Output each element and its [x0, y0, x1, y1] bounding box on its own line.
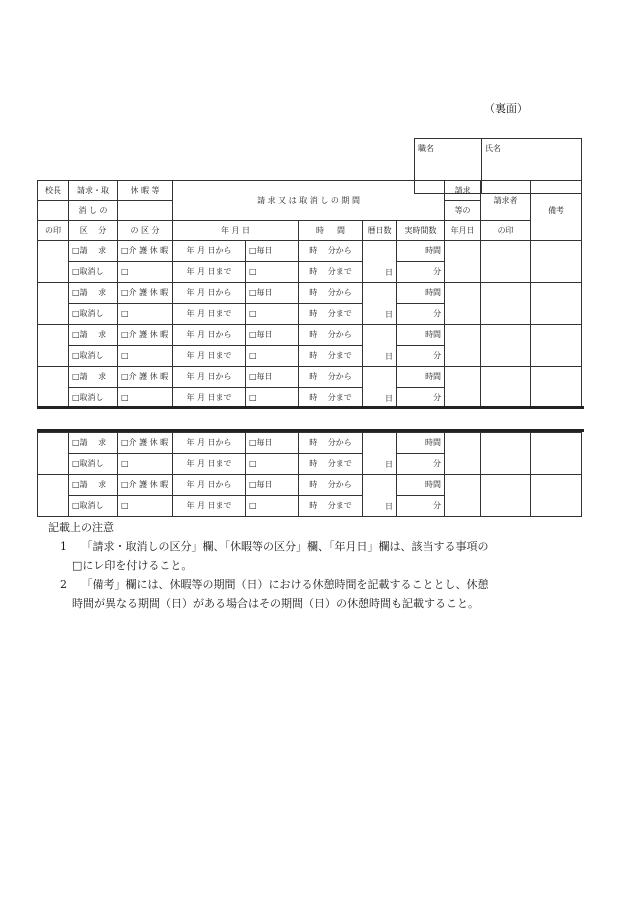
notes-title: 記載上の注意 — [48, 521, 114, 534]
from-time[interactable]: 時 分から — [299, 283, 363, 304]
from-date[interactable]: 年 月 日から — [173, 475, 246, 496]
to-date[interactable]: 年 月 日まで — [173, 496, 246, 517]
req-type-header-1: 請求・取 — [69, 181, 118, 201]
note-1-number: 1 — [60, 540, 67, 553]
actual-minutes[interactable]: 分 — [397, 304, 445, 325]
other-leave-checkbox[interactable]: □ — [118, 262, 173, 283]
other-leave-checkbox[interactable]: □ — [118, 496, 173, 517]
remarks-cell[interactable] — [531, 433, 582, 475]
date-checkbox[interactable]: □ — [246, 388, 299, 409]
reqdate-header-3: 年月日 — [445, 221, 481, 241]
from-date[interactable]: 年 月 日から — [173, 325, 246, 346]
leave-type-header-1: 休 暇 等 — [118, 181, 173, 201]
every-day-checkbox[interactable]: □毎日 — [246, 241, 299, 262]
actual-minutes[interactable]: 分 — [397, 346, 445, 367]
request-checkbox[interactable]: □請 求 — [69, 433, 118, 454]
request-checkbox[interactable]: □請 求 — [69, 283, 118, 304]
other-leave-checkbox[interactable]: □ — [118, 454, 173, 475]
care-leave-checkbox[interactable]: □介 護 休 暇 — [118, 325, 173, 346]
cancel-checkbox[interactable]: □取消し — [69, 262, 118, 283]
principal-seal-cell[interactable] — [38, 325, 69, 367]
date-checkbox[interactable]: □ — [246, 454, 299, 475]
actual-hours[interactable]: 時間 — [397, 367, 445, 388]
actual-hours-header: 実時間数 — [397, 221, 445, 241]
to-time[interactable]: 時 分まで — [299, 346, 363, 367]
entry-top-row — [38, 433, 582, 454]
to-time[interactable]: 時 分まで — [299, 454, 363, 475]
from-time[interactable]: 時 分から — [299, 433, 363, 454]
actual-minutes[interactable]: 分 — [397, 262, 445, 283]
request-date-cell[interactable] — [445, 325, 481, 367]
actual-hours[interactable]: 時間 — [397, 325, 445, 346]
actual-hours[interactable]: 時間 — [397, 283, 445, 304]
request-date-cell[interactable] — [445, 475, 481, 517]
reqdate-header-1: 請求 — [445, 181, 481, 201]
to-date[interactable]: 年 月 日まで — [173, 262, 246, 283]
every-day-checkbox[interactable]: □毎日 — [246, 367, 299, 388]
from-time[interactable]: 時 分から — [299, 475, 363, 496]
care-leave-checkbox[interactable]: □介 護 休 暇 — [118, 241, 173, 262]
leave-request-table-continued — [37, 432, 582, 517]
from-date[interactable]: 年 月 日から — [173, 241, 246, 262]
request-date-cell[interactable] — [445, 283, 481, 325]
post-field[interactable]: 職名 — [415, 139, 482, 194]
actual-minutes[interactable]: 分 — [397, 496, 445, 517]
every-day-checkbox[interactable]: □毎日 — [246, 475, 299, 496]
remarks-cell[interactable] — [531, 241, 582, 283]
notes-section — [48, 518, 489, 613]
actual-minutes[interactable]: 分 — [397, 388, 445, 409]
cancel-checkbox[interactable]: □取消し — [69, 304, 118, 325]
remarks-header: 備考 — [531, 181, 582, 241]
principal-seal-cell[interactable] — [38, 433, 69, 475]
entry-top-row — [38, 367, 582, 388]
requester-seal-cell[interactable] — [481, 241, 531, 283]
from-time[interactable]: 時 分から — [299, 367, 363, 388]
other-leave-checkbox[interactable]: □ — [118, 304, 173, 325]
other-leave-checkbox[interactable]: □ — [118, 388, 173, 409]
request-date-cell[interactable] — [445, 241, 481, 283]
cancel-checkbox[interactable]: □取消し — [69, 388, 118, 409]
request-checkbox[interactable]: □請 求 — [69, 475, 118, 496]
req-type-header-2: 消 し の — [69, 201, 118, 221]
calendar-days[interactable]: 日 — [363, 475, 397, 517]
request-date-cell[interactable] — [445, 433, 481, 475]
every-day-checkbox[interactable]: □毎日 — [246, 283, 299, 304]
reverse-side-label: （裏面） — [484, 102, 528, 115]
from-time[interactable]: 時 分から — [299, 325, 363, 346]
leave-request-table — [37, 180, 582, 409]
entry-top-row — [38, 475, 582, 496]
requester-seal-cell[interactable] — [481, 433, 531, 475]
from-date[interactable]: 年 月 日から — [173, 433, 246, 454]
to-date[interactable]: 年 月 日まで — [173, 346, 246, 367]
cancel-checkbox[interactable]: □取消し — [69, 346, 118, 367]
to-time[interactable]: 時 分まで — [299, 388, 363, 409]
period-header: 請 求 又 は 取 消 し の 期 間 — [173, 181, 445, 221]
entry-top-row — [38, 283, 582, 304]
care-leave-checkbox[interactable]: □介 護 休 暇 — [118, 367, 173, 388]
principal-seal-cell[interactable] — [38, 283, 69, 325]
date-checkbox[interactable]: □ — [246, 496, 299, 517]
care-leave-checkbox[interactable]: □介 護 休 暇 — [118, 283, 173, 304]
principal-seal-cell[interactable] — [38, 367, 69, 409]
entry-top-row — [38, 241, 582, 262]
note-2-line-2: 時間が異なる期間（日）がある場合はその期間（日）の休憩時間も記載すること。 — [72, 597, 479, 610]
to-time[interactable]: 時 分まで — [299, 496, 363, 517]
calendar-days[interactable]: 日 — [363, 433, 397, 475]
remarks-cell[interactable] — [531, 475, 582, 517]
request-checkbox[interactable]: □請 求 — [69, 241, 118, 262]
requester-seal-cell[interactable] — [481, 475, 531, 517]
cancel-checkbox[interactable]: □取消し — [69, 496, 118, 517]
care-leave-checkbox[interactable]: □介 護 休 暇 — [118, 433, 173, 454]
note-2-line-1: 「備考」欄には、休暇等の期間（日）における休憩時間を記載することとし、休憩 — [81, 578, 489, 591]
request-checkbox[interactable]: □請 求 — [69, 367, 118, 388]
actual-hours[interactable]: 時間 — [397, 433, 445, 454]
requester-seal-cell[interactable] — [481, 367, 531, 409]
date-header: 年 月 日 — [173, 221, 299, 241]
to-date[interactable]: 年 月 日まで — [173, 304, 246, 325]
actual-minutes[interactable]: 分 — [397, 454, 445, 475]
calendar-days[interactable]: 日 — [363, 325, 397, 367]
requester-header-2: の印 — [481, 221, 531, 241]
to-time[interactable]: 時 分まで — [299, 304, 363, 325]
date-checkbox[interactable]: □ — [246, 262, 299, 283]
entry-top-row — [38, 325, 582, 346]
requester-seal-cell[interactable] — [481, 325, 531, 367]
reqdate-header-2: 等の — [445, 201, 481, 221]
requester-seal-cell[interactable] — [481, 283, 531, 325]
to-time[interactable]: 時 分まで — [299, 262, 363, 283]
principal-header-2: の印 — [38, 221, 69, 241]
to-date[interactable]: 年 月 日まで — [173, 388, 246, 409]
principal-seal-cell[interactable] — [38, 475, 69, 517]
calendar-days[interactable]: 日 — [363, 367, 397, 409]
request-date-cell[interactable] — [445, 367, 481, 409]
note-1-line-1: 「請求・取消しの区分」欄、「休暇等の区分」欄、「年月日」欄は、該当する事項の — [81, 540, 489, 553]
section-divider-top — [37, 406, 584, 409]
requester-header-1: 請求者 — [481, 181, 531, 221]
from-time[interactable]: 時 分から — [299, 241, 363, 262]
actual-hours[interactable]: 時間 — [397, 241, 445, 262]
remarks-cell[interactable] — [531, 367, 582, 409]
note-1-line-2: □にレ印を付けること。 — [72, 559, 193, 572]
principal-header: 校長 — [38, 181, 69, 201]
from-date[interactable]: 年 月 日から — [173, 367, 246, 388]
time-header: 時 間 — [299, 221, 363, 241]
note-2-number: 2 — [60, 578, 67, 591]
remarks-cell[interactable] — [531, 283, 582, 325]
date-checkbox[interactable]: □ — [246, 346, 299, 367]
principal-seal-cell[interactable] — [38, 241, 69, 283]
leave-type-header-2: の 区 分 — [118, 221, 173, 241]
every-day-checkbox[interactable]: □毎日 — [246, 325, 299, 346]
days-header: 暦日数 — [363, 221, 397, 241]
cancel-checkbox[interactable]: □取消し — [69, 454, 118, 475]
actual-hours[interactable]: 時間 — [397, 475, 445, 496]
every-day-checkbox[interactable]: □毎日 — [246, 433, 299, 454]
request-checkbox[interactable]: □請 求 — [69, 325, 118, 346]
calendar-days[interactable]: 日 — [363, 283, 397, 325]
care-leave-checkbox[interactable]: □介 護 休 暇 — [118, 475, 173, 496]
to-date[interactable]: 年 月 日まで — [173, 454, 246, 475]
remarks-cell[interactable] — [531, 325, 582, 367]
date-checkbox[interactable]: □ — [246, 304, 299, 325]
calendar-days[interactable]: 日 — [363, 241, 397, 283]
name-field[interactable]: 氏名 — [482, 139, 582, 194]
from-date[interactable]: 年 月 日から — [173, 283, 246, 304]
req-type-header-3: 区 分 — [69, 221, 118, 241]
other-leave-checkbox[interactable]: □ — [118, 346, 173, 367]
